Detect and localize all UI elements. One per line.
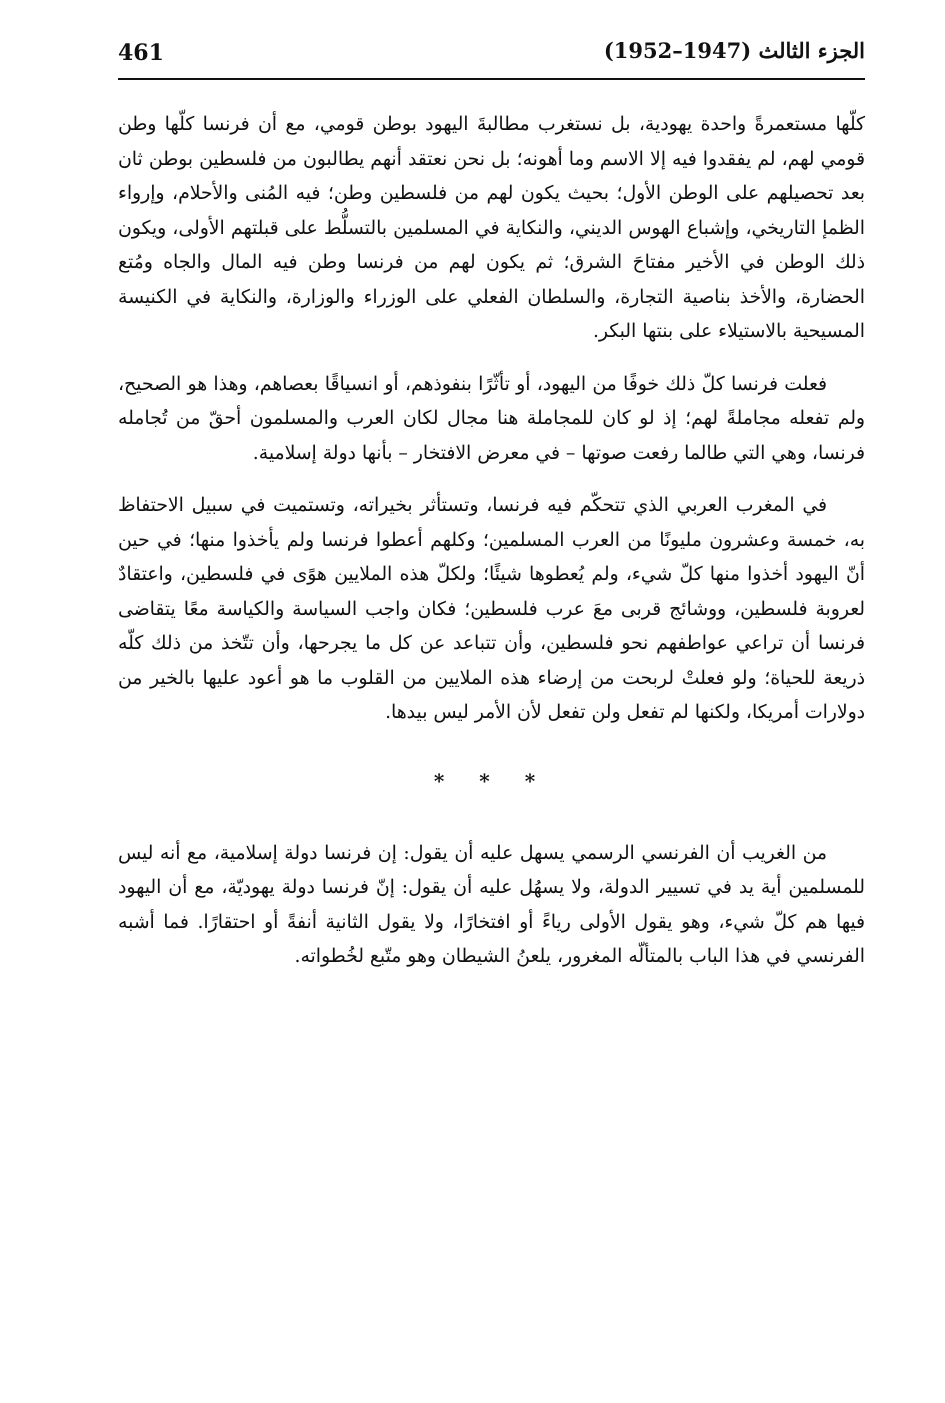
- paragraph-4: من الغريب أن الفرنسي الرسمي يسهل عليه أن يقول: إن فرنسا دولة إسلامية، مع أنه ليس للمسلمين أية يد في تسيير الدولة، ولا يسهُل عليه أن يقول: إنّ فرنسا دولة يهوديّة، مع أن اليهود فيها هم كلّ شيء، وهو يقول الأولى رياءً أو افتخارًا، ولا يقول الثانية أنفةً أو احتقارًا. فما أشبه الفرنسي في هذا الباب بالمتألّه المغرور، يلعنُ الشيطان وهو متّبع لخُطواته.: [118, 842, 865, 967]
- body-text: [118, 108, 865, 993]
- page-number: 461: [118, 40, 164, 66]
- section-separator: * * *: [433, 768, 550, 793]
- paragraph-2: فعلت فرنسا كلّ ذلك خوفًا من اليهود، أو تأثّرًا بنفوذهم، أو انسياقًا بعصاهم، وهذا هو الصحيح، ولم تفعله مجاملةً لهم؛ إذ لو كان للمجاملة هنا مجال لكان العرب والمسلمون أحقّ من تُجامله فرنسا، وهي التي طالما رفعت صوتها – في معرض الافتخار – بأنها دولة إسلامية.: [118, 373, 865, 464]
- page-header: [118, 38, 865, 80]
- paragraph-3: في المغرب العربي الذي تتحكّم فيه فرنسا، وتستأثر بخيراته، وتستميت في سبيل الاحتفاظ به، خمسة وعشرون مليونًا من العرب المسلمين؛ وكلهم أعطوا فرنسا ولم يأخذوا منها؛ في حين أنّ اليهود أخذوا منها كلّ شيء، ولم يُعطوها شيئًا؛ ولكلّ هذه الملايين هوًى في فلسطين، واعتقادٌ لعروبة فلسطين، ووشائج قربى معَ عرب فلسطين؛ فكان واجب السياسة والكياسة معًا يتقاضى فرنسا أن تراعي عواطفهم نحو فلسطين، وأن تتباعد عن كل ما يجرحها، وأن تتّخذ من ذلك كلّه ذريعة للحياة؛ ولو فعلتْ لربحت من إرضاء هذه الملايين من القلوب ما هو أعود عليها بالخير من دولارات أمريكا، ولكنها لم تفعل ولن تفعل لأن الأمر ليس بيدها.: [118, 495, 865, 723]
- running-title: الجزء الثالث (1947–1952): [603, 38, 865, 63]
- paragraph-1: كلّها مستعمرةً واحدة يهودية، بل نستغرب مطالبةَ اليهود بوطن قومي، مع أن فرنسا كلّها وطن قومي لهم، لم يفقدوا فيه إلا الاسم وما أهونه؛ بل نحن نعتقد أنهم يطالبون من فلسطين بوطن ثان بعد تحصيلهم على الوطن الأول؛ بحيث يكون لهم من فلسطين وطن؛ فيه المُنى والأحلام، وإرواء الظمإ التاريخي، وإشباع الهوس الديني، والنكاية في المسلمين بالتسلُّط على قبلتهم الأولى، ويكون ذلك الوطن في الأخير مفتاحَ الشرق؛ ثم يكون لهم من فرنسا وطن فيه المال والجاه ومُتع الحضارة، والأخذ بناصية التجارة، والسلطان الفعلي على الوزراء والوزارة، والنكاية في الكنيسة المسيحية بالاستيلاء على بنتها البكر.: [118, 114, 865, 342]
